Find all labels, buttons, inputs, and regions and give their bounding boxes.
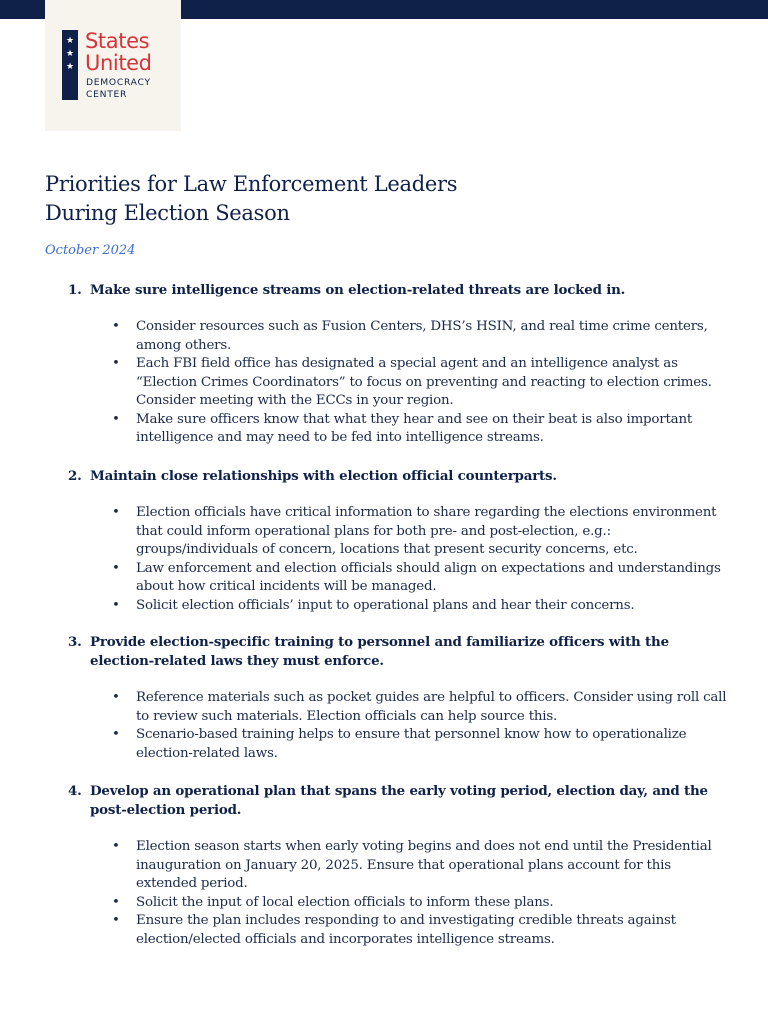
section-heading bbox=[68, 281, 728, 300]
list-item bbox=[112, 411, 727, 448]
section-number: 3. bbox=[68, 634, 82, 650]
list-item bbox=[112, 689, 727, 726]
list-item bbox=[112, 355, 727, 411]
star-icon: ★ bbox=[65, 36, 75, 46]
bullet-text: Make sure officers know that what they hear and see on their beat is also important intelligence and may need to be fed into intelligence streams. bbox=[136, 411, 693, 445]
section-heading-text: Make sure intelligence streams on election-related threats are locked in. bbox=[90, 282, 626, 298]
star-icon: ★ bbox=[65, 62, 75, 72]
section-heading-text: Develop an operational plan that spans the early voting period, election day, and the post-election period. bbox=[90, 783, 708, 818]
bullet-icon: • bbox=[112, 411, 120, 427]
star-icon: ★ bbox=[65, 49, 75, 59]
bullet-icon: • bbox=[112, 560, 120, 576]
bullet-icon: • bbox=[112, 839, 120, 854]
bullet-text: Consider resources such as Fusion Centers, DHS’s HSIN, and real time crime centers, among others. bbox=[136, 319, 708, 353]
title-line: During Election Season bbox=[45, 201, 290, 225]
logo-stripe bbox=[62, 30, 78, 100]
bullet-icon: • bbox=[112, 913, 120, 928]
bullet-icon: • bbox=[112, 597, 120, 613]
bullet-text: Each FBI field office has designated a special agent and an intelligence analyst as “Election Crimes Coordinators” to focus on preventing and reacting to election crimes. Consider meeting with the ECCs in your region. bbox=[136, 356, 712, 408]
list-item bbox=[112, 894, 727, 913]
bullet-text: Solicit election officials’ input to operational plans and hear their concerns. bbox=[136, 597, 635, 613]
bullet-text: Reference materials such as pocket guides are helpful to officers. Consider using roll call to review such materials. Election officials can help source this. bbox=[136, 690, 727, 724]
title-line: Priorities for Law Enforcement Leaders bbox=[45, 172, 458, 196]
list-item bbox=[112, 726, 727, 763]
list-item bbox=[112, 318, 727, 355]
logo-word-states: States bbox=[85, 29, 150, 53]
bullet-icon: • bbox=[112, 505, 120, 520]
list-item bbox=[112, 912, 727, 949]
section-number: 2. bbox=[68, 468, 82, 484]
bullet-list bbox=[112, 504, 727, 615]
section-heading-text: Provide election-specific training to personnel and familiarize officers with the election-related laws they must enforce. bbox=[90, 634, 669, 669]
bullet-icon: • bbox=[112, 319, 120, 334]
bullet-list bbox=[112, 318, 727, 448]
list-item bbox=[112, 838, 727, 894]
logo-word-democracy: DEMOCRACY bbox=[86, 77, 151, 88]
section-heading-text: Maintain close relationships with election official counterparts. bbox=[90, 468, 557, 484]
bullet-text: Election officials have critical information to share regarding the elections environment that could inform operational plans for both pre- and post-election, e.g.: groups/individuals of concern, locations that present security concerns, etc. bbox=[136, 505, 717, 557]
bullet-icon: • bbox=[112, 894, 120, 910]
bullet-text: Solicit the input of local election officials to inform these plans. bbox=[136, 894, 554, 910]
section-heading bbox=[68, 467, 728, 486]
bullet-list bbox=[112, 838, 727, 949]
bullet-icon: • bbox=[112, 727, 120, 742]
bullet-icon: • bbox=[112, 356, 120, 371]
bullet-list bbox=[112, 689, 727, 763]
logo-word-center: CENTER bbox=[86, 89, 128, 100]
section-number: 1. bbox=[68, 282, 82, 298]
logo-word-united: United bbox=[85, 51, 152, 75]
logo bbox=[45, 0, 181, 131]
list-item bbox=[112, 504, 727, 560]
list-item bbox=[112, 560, 727, 597]
list-item bbox=[112, 597, 727, 616]
bullet-text: Scenario-based training helps to ensure that personnel know how to operationalize election-related laws. bbox=[136, 727, 687, 761]
section-heading bbox=[68, 782, 728, 820]
bullet-text: Election season starts when early voting begins and does not end until the Presidential inauguration on January 20, 2025. Ensure that operational plans account for this extended period. bbox=[136, 839, 712, 891]
bullet-icon: • bbox=[112, 690, 120, 705]
page-title bbox=[45, 170, 457, 228]
section-number: 4. bbox=[68, 783, 82, 799]
bullet-text: Law enforcement and election officials should align on expectations and understandings about how critical incidents will be managed. bbox=[136, 560, 721, 594]
bullet-text: Ensure the plan includes responding to and investigating credible threats against election/elected officials and incorporates intelligence streams. bbox=[136, 913, 676, 947]
document-date: October 2024 bbox=[45, 243, 136, 258]
section-heading bbox=[68, 633, 728, 671]
